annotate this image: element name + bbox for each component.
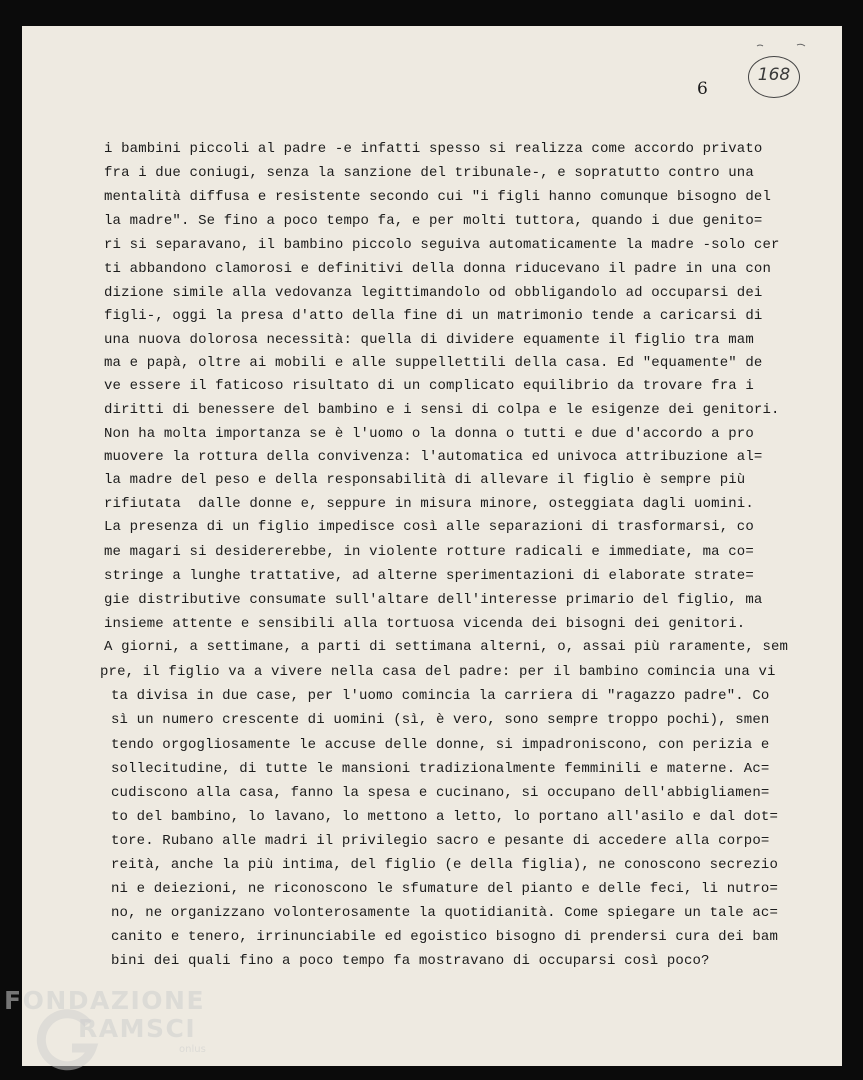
text-line: stringe a lunghe trattative, ad alterne sperimentazioni di elaborate strate= bbox=[104, 568, 754, 584]
text-line: bini dei quali fino a poco tempo fa mostravano di occuparsi così poco? bbox=[111, 953, 710, 969]
text-line: diritti di benessere del bambino e i sensi di colpa e le esigenze dei genitori. bbox=[104, 402, 780, 418]
text-line: A giorni, a settimane, a parti di settimana alterni, o, assai più raramente, sem bbox=[104, 639, 789, 655]
text-line: ve essere il faticoso risultato di un complicato equilibrio da trovare fra i bbox=[104, 378, 754, 394]
text-line: reità, anche la più intima, del figlio (e della figlia), ne conoscono secrezio bbox=[111, 857, 779, 873]
text-line: cudiscono alla casa, fanno la spesa e cucinano, si occupano dell'abbigliamen= bbox=[111, 785, 770, 801]
text-line: muovere la rottura della convivenza: l'automatica ed univoca attribuzione al= bbox=[104, 449, 763, 465]
text-line: ti abbandono clamorosi e definitivi della donna riducevano il padre in una con bbox=[104, 261, 772, 277]
text-line: Non ha molta importanza se è l'uomo o la donna o tutti e due d'accordo a pro bbox=[104, 426, 754, 442]
text-line: me magari si desidererebbe, in violente rotture radicali e immediate, ma co= bbox=[104, 544, 754, 560]
text-line: tendo orgogliosamente le accuse delle donne, si impadroniscono, con perizia e bbox=[111, 737, 770, 753]
watermark-line2: RAMSCI bbox=[78, 1014, 197, 1043]
pencil-tick-marks bbox=[755, 40, 815, 54]
text-line: ta divisa in due case, per l'uomo comincia la carriera di "ragazzo padre". Co bbox=[111, 688, 770, 704]
text-line: sì un numero crescente di uomini (sì, è vero, sono sempre troppo pochi), smen bbox=[111, 712, 770, 728]
text-line: ri si separavano, il bambino piccolo seguiva automaticamente la madre -solo cer bbox=[104, 237, 780, 253]
text-line: i bambini piccoli al padre -e infatti spesso si realizza come accordo privato bbox=[104, 141, 763, 157]
text-line: tore. Rubano alle madri il privilegio sacro e pesante di accedere alla corpo= bbox=[111, 833, 770, 849]
text-line: rifiutata dalle donne e, seppure in misura minore, osteggiata dagli uomini. bbox=[104, 496, 754, 512]
text-line: to del bambino, lo lavano, lo mettono a letto, lo portano all'asilo e dal dot= bbox=[111, 809, 779, 825]
text-line: pre, il figlio va a vivere nella casa del padre: per il bambino comincia una vi bbox=[100, 664, 776, 680]
text-line: gie distributive consumate sull'altare dell'interesse primario del figlio, ma bbox=[104, 592, 763, 608]
text-line: insieme attente e sensibili alla tortuosa vicenda dei bisogni dei genitori. bbox=[104, 616, 746, 632]
text-line: ni e deiezioni, ne riconoscono le sfumature del pianto e delle feci, li nutro= bbox=[111, 881, 779, 897]
text-line: figli-, oggi la presa d'atto della fine di un matrimonio tende a caricarsi di bbox=[104, 308, 763, 324]
watermark-line1: FONDAZIONE bbox=[4, 986, 206, 1015]
page-number: 6 bbox=[697, 79, 708, 99]
text-line: sollecitudine, di tutte le mansioni tradizionalmente femminili e materne. Ac= bbox=[111, 761, 770, 777]
text-line: la madre". Se fino a poco tempo fa, e per molti tuttora, quando i due genito= bbox=[104, 213, 763, 229]
text-line: ma e papà, oltre ai mobili e alle suppellettili della casa. Ed "equamente" de bbox=[104, 355, 763, 371]
fondazione-gramsci-watermark bbox=[4, 986, 224, 1080]
text-line: la madre del peso e della responsabilità di allevare il figlio è sempre più bbox=[104, 472, 746, 488]
text-line: una nuova dolorosa necessità: quella di dividere equamente il figlio tra mam bbox=[104, 332, 754, 348]
text-line: canito e tenero, irrinunciabile ed egoistico bisogno di prendersi cura dei bam bbox=[111, 929, 779, 945]
watermark-sub: onlus bbox=[179, 1044, 206, 1055]
text-line: La presenza di un figlio impedisce così alle separazioni di trasformarsi, co bbox=[104, 519, 754, 535]
text-line: mentalità diffusa e resistente secondo cui "i figli hanno comunque bisogno del bbox=[104, 189, 772, 205]
text-line: no, ne organizzano volonterosamente la quotidianità. Come spiegare un tale ac= bbox=[111, 905, 779, 921]
archive-number: 168 bbox=[757, 65, 791, 85]
text-line: dizione simile alla vedovanza legittimandolo od obbligandolo ad occuparsi dei bbox=[104, 285, 763, 301]
text-line: fra i due coniugi, senza la sanzione del tribunale-, e sopratutto contro una bbox=[104, 165, 754, 181]
